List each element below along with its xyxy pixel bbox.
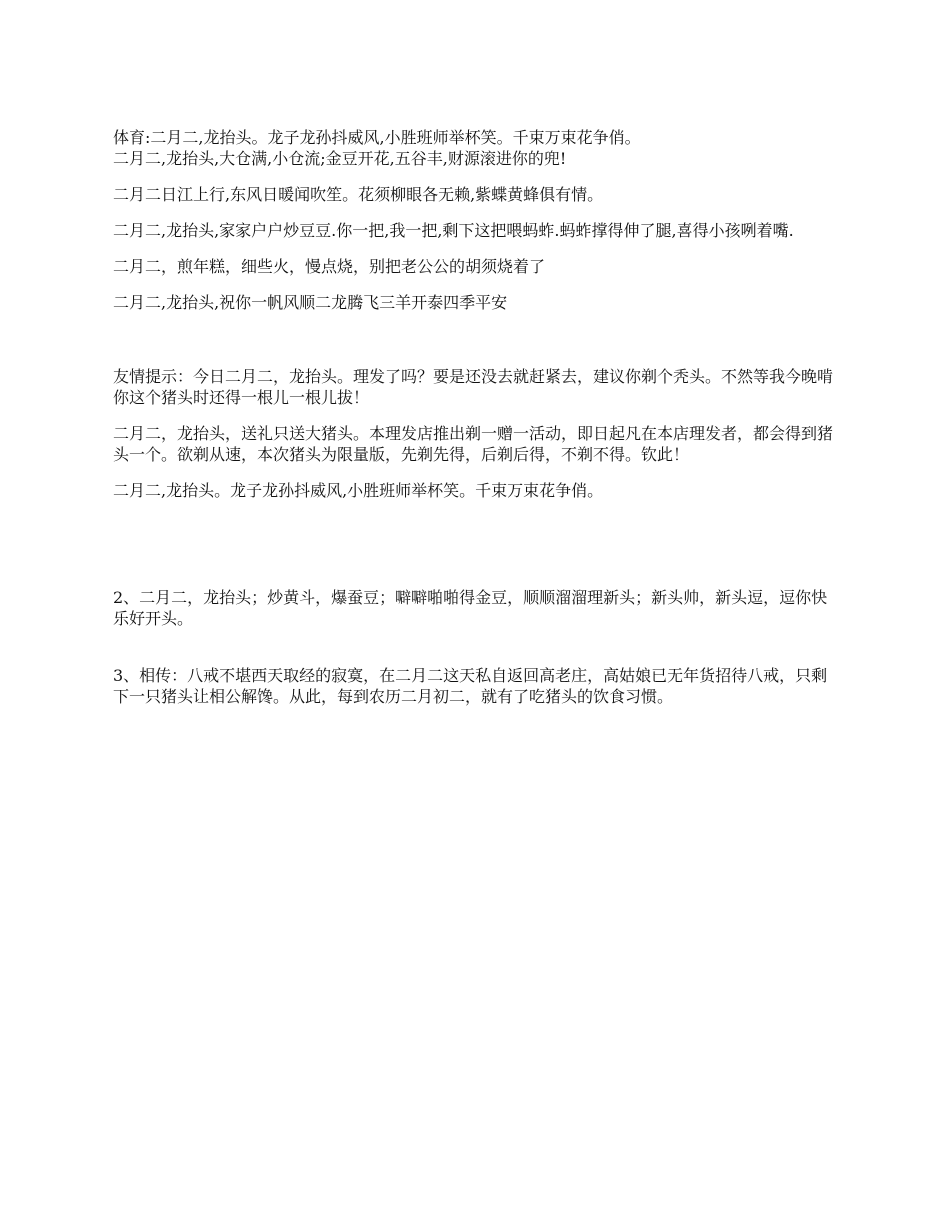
- paragraph-5: 二月二，煎年糕，细些火，慢点烧，别把老公公的胡须烧着了: [113, 257, 546, 276]
- paragraph-10: 2、二月二，龙抬头；炒黄斗，爆蚕豆；噼噼啪啪得金豆，顺顺溜溜理新头；新头帅，新头逗，逗你快乐好开头。: [113, 588, 828, 628]
- paragraph-8: 二月二，龙抬头，送礼只送大猪头。本理发店推出剃一赠一活动，即日起凡在本店理发者，都会得到猪头一个。欲剃从速，本次猪头为限量版，先剃先得，后剃后得，不剃不得。钦此！: [113, 424, 834, 464]
- paragraph-9: 二月二,龙抬头。龙子龙孙抖威风,小胜班师举杯笑。千束万束花争俏。: [113, 481, 604, 500]
- paragraph-3: 二月二日江上行,东风日暖闻吹笙。花须柳眼各无赖,紫蝶黄蜂俱有情。: [113, 185, 604, 204]
- paragraph-6: 二月二,龙抬头,祝你一帆风顺二龙腾飞三羊开泰四季平安: [113, 293, 508, 312]
- paragraph-7: 友情提示：今日二月二，龙抬头。理发了吗？要是还没去就赶紧去，建议你剃个秃头。不然等我今晚啃你这个猪头时还得一根儿一根儿拔！: [113, 367, 834, 407]
- document-body: [113, 127, 841, 707]
- paragraph-11: 3、相传：八戒不堪西天取经的寂寞，在二月二这天私自返回高老庄，高姑娘已无年货招待八戒，只剩下一只猪头让相公解馋。从此，每到农历二月初二，就有了吃猪头的饮食习惯。: [113, 666, 828, 706]
- paragraph-4: 二月二,龙抬头,家家户户炒豆豆.你一把,我一把,剩下这把喂蚂蚱.蚂蚱撑得伸了腿,喜得小孩咧着嘴.: [113, 221, 794, 240]
- paragraph-1: 体育:二月二,龙抬头。龙子龙孙抖威风,小胜班师举杯笑。千束万束花争俏。: [113, 128, 641, 147]
- paragraph-2: 二月二,龙抬头,大仓满,小仓流;金豆开花,五谷丰,财源滚进你的兜!: [113, 149, 567, 168]
